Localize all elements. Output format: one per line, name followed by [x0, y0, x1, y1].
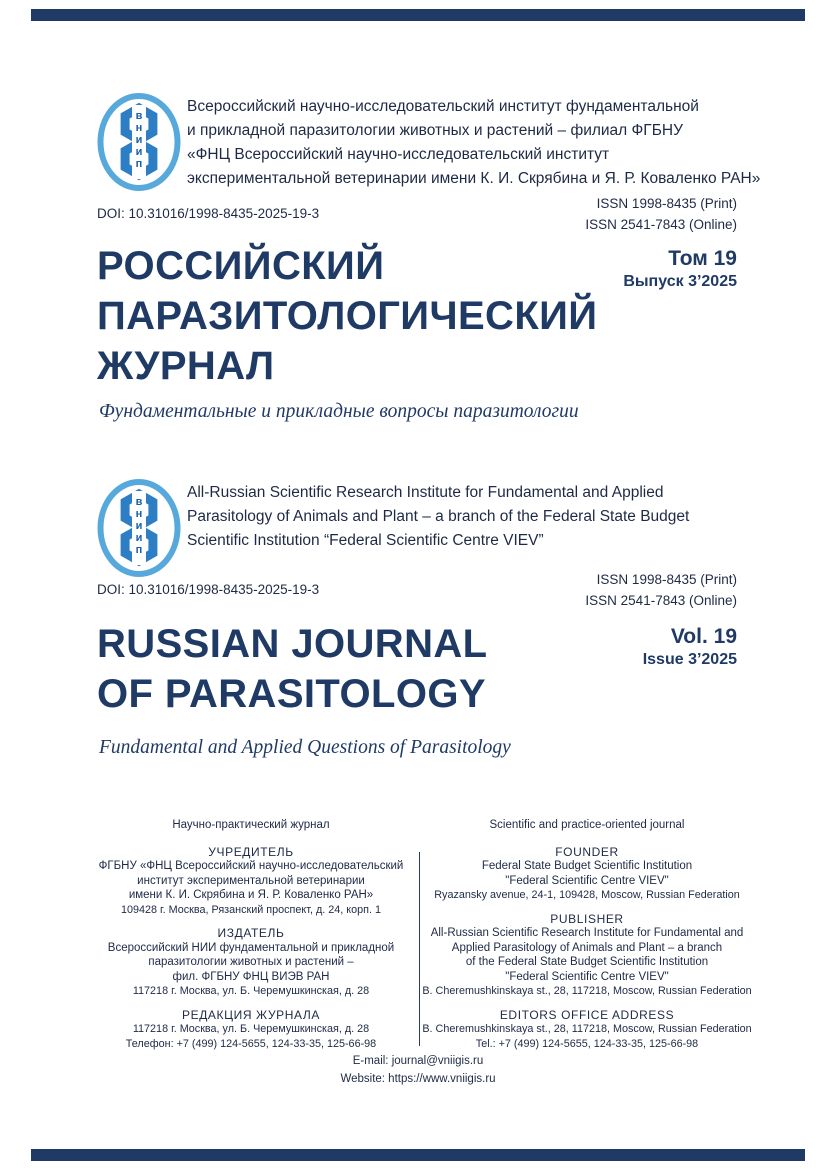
founder-heading-ru: УЧРЕДИТЕЛЬ	[208, 844, 294, 859]
volume-ru: Том 19	[668, 247, 737, 270]
logo-letter: н	[135, 122, 143, 134]
logo-letter: и	[135, 134, 143, 146]
editorial-phone-en: Tel.: +7 (499) 124-5655, 124-33-35, 125-66-98	[475, 1037, 699, 1050]
publisher-line: фил. ФГБНУ ФНЦ ВИЭВ РАН	[172, 970, 330, 983]
logo-letter: п	[135, 544, 143, 556]
journal-type-en: Scientific and practice-oriented journal	[489, 819, 685, 831]
vniip-logo	[97, 93, 181, 196]
bottom-decorative-bar	[31, 1149, 805, 1161]
editorial-heading-ru: РЕДАКЦИЯ ЖУРНАЛА	[181, 1007, 320, 1022]
contact-block	[0, 1053, 836, 1088]
russian-title-row	[97, 241, 737, 391]
institute-line: All-Russian Scientific Research Institute for Fundamental and Applied	[187, 484, 664, 501]
founder-line: Federal State Budget Scientific Institution	[481, 860, 693, 872]
issue-en: Issue 3’2025	[642, 651, 737, 668]
logo-letter: и	[135, 532, 143, 544]
institute-line: Scientific Institution “Federal Scientific Centre VIEV”	[187, 532, 544, 549]
journal-subtitle-ru: Фундаментальные и прикладные вопросы паразитологии	[99, 401, 579, 422]
title-line: RUSSIAN JOURNAL	[97, 622, 488, 666]
top-decorative-bar	[31, 9, 805, 21]
logo-letter: в	[135, 110, 143, 122]
logo-letter: и	[135, 146, 143, 158]
issn-print: ISSN 1998-8435 (Print)	[596, 196, 737, 211]
founder-address-en: Ryazansky avenue, 24-1, 109428, Moscow, Russian Federation	[434, 889, 740, 901]
journal-subtitle-en: Fundamental and Applied Questions of Parasitology	[99, 737, 511, 758]
email-link[interactable]: E-mail: journal@vniigis.ru	[352, 1055, 484, 1067]
website-link[interactable]: Website: https://www.vniigis.ru	[340, 1072, 496, 1085]
institute-name-en	[187, 479, 689, 553]
logo-letter: в	[135, 496, 143, 508]
editorial-heading-en: EDITORS OFFICE ADDRESS	[499, 1007, 675, 1022]
issn-online: ISSN 2541-7843 (Online)	[585, 593, 737, 608]
journal-title-en	[97, 619, 487, 719]
publisher-heading-en: PUBLISHER	[550, 911, 624, 926]
russian-header	[97, 93, 761, 196]
institute-name-ru	[187, 93, 760, 191]
title-line: OF PARASITOLOGY	[97, 672, 486, 716]
editorial-address-ru: 117218 г. Москва, ул. Б. Черемушкинская, д. 28	[132, 1023, 370, 1035]
founder-line: институт экспериментальной ветеринарии	[137, 874, 365, 887]
publisher-line: Applied Parasitology of Animals and Plant – a branch	[451, 941, 723, 954]
institute-line: экспериментальной ветеринарии имени К. И. Скрябина и Я. Р. Коваленко РАН»	[187, 170, 761, 187]
editorial-address-en: B. Cheremushkinskaya st., 28, 117218, Moscow, Russian Federation	[422, 1023, 752, 1035]
english-meta-row	[97, 569, 737, 611]
imprint-column-ru	[83, 818, 419, 1051]
doi-en: DOI: 10.31016/1998-8435-2025-19-3	[97, 582, 320, 597]
footer-column-divider	[419, 852, 420, 1046]
logo-letter: и	[135, 520, 143, 532]
publisher-heading-ru: ИЗДАТЕЛЬ	[217, 926, 285, 940]
institute-line: Parasitology of Animals and Plant – a branch of the Federal State Budget	[187, 508, 690, 525]
title-line: ПАРАЗИТОЛОГИЧЕСКИЙ	[97, 294, 598, 338]
doi-ru: DOI: 10.31016/1998-8435-2025-19-3	[97, 206, 320, 221]
institute-line: Всероссийский научно-исследовательский институт фундаментальной	[187, 98, 699, 115]
vniip-logo-icon	[97, 93, 181, 191]
title-line: РОССИЙСКИЙ	[97, 244, 385, 288]
imprint-column-en	[419, 818, 755, 1051]
vniip-logo	[97, 479, 181, 582]
journal-type-ru: Научно-практический журнал	[172, 819, 330, 831]
issn-block-ru	[585, 193, 737, 235]
volume-block-ru	[623, 241, 737, 391]
english-header	[97, 479, 747, 582]
founder-line: имени К. И. Скрябина и Я. Р. Коваленко РАН»	[128, 889, 374, 901]
volume-block-en	[643, 619, 737, 719]
logo-letter: п	[135, 158, 143, 170]
institute-line: и прикладной паразитологии животных и растений – филиал ФГБНУ	[187, 122, 683, 139]
publisher-line: All-Russian Scientific Research Institute for Fundamental and	[430, 927, 744, 939]
issn-block-en	[585, 569, 737, 611]
publisher-line: "Federal Scientific Centre VIEV"	[505, 970, 669, 983]
logo-letter: н	[135, 508, 143, 520]
publisher-line: паразитологии животных и растений –	[148, 956, 354, 968]
publisher-line: of the Federal State Budget Scientific Institution	[465, 956, 709, 968]
founder-heading-en: FOUNDER	[555, 844, 619, 859]
russian-meta-row	[97, 193, 737, 235]
founder-line: "Federal Scientific Centre VIEV"	[505, 874, 669, 887]
issn-online: ISSN 2541-7843 (Online)	[585, 217, 737, 232]
founder-line: ФГБНУ «ФНЦ Всероссийский научно-исследовательский	[98, 860, 404, 872]
publisher-address-ru: 117218 г. Москва, ул. Б. Черемушкинская, д. 28	[132, 985, 370, 997]
institute-line: «ФНЦ Всероссийский научно-исследовательский институт	[187, 146, 610, 163]
founder-address-ru: 109428 г. Москва, Рязанский проспект, д. 24, корп. 1	[120, 903, 381, 916]
vniip-logo-icon	[97, 479, 181, 577]
publisher-line: Всероссийский НИИ фундаментальной и прикладной	[107, 941, 395, 954]
volume-en: Vol. 19	[670, 625, 737, 648]
issue-ru: Выпуск 3’2025	[623, 273, 737, 290]
title-line: ЖУРНАЛ	[97, 344, 275, 388]
editorial-phone-ru: Телефон: +7 (499) 124-5655, 124-33-35, 125-66-98	[125, 1037, 377, 1050]
journal-title-ru	[97, 241, 597, 391]
issn-print: ISSN 1998-8435 (Print)	[596, 572, 737, 587]
english-title-row	[97, 619, 737, 719]
publisher-address-en: B. Cheremushkinskaya st., 28, 117218, Moscow, Russian Federation	[422, 985, 752, 997]
